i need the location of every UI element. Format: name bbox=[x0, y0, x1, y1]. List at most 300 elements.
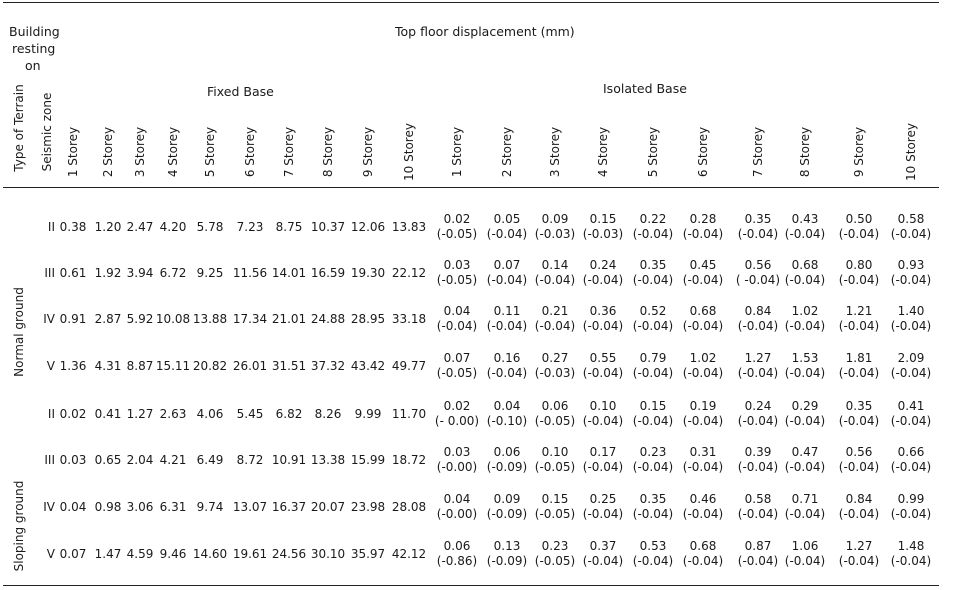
fixed-base-value: 0.38 bbox=[59, 220, 87, 234]
isolated-base-value: 0.17 bbox=[589, 445, 617, 459]
fixed-base-value: 0.07 bbox=[59, 547, 87, 561]
isolated-base-difference: (-0.04) bbox=[784, 554, 826, 568]
isolated-base-cell bbox=[487, 399, 527, 429]
type-of-terrain-header: Type of Terrain bbox=[12, 84, 26, 172]
isolated-base-difference: (-0.04) bbox=[737, 554, 779, 568]
isolated-base-cell bbox=[839, 445, 879, 475]
isolated-base-value: 0.93 bbox=[897, 258, 925, 272]
fixed-base-value: 2.63 bbox=[159, 407, 187, 421]
isolated-base-value: 1.48 bbox=[897, 539, 925, 553]
isolated-base-cell bbox=[683, 212, 723, 242]
isolated-base-difference: (-0.04) bbox=[838, 227, 880, 241]
isolated-base-value: 0.53 bbox=[639, 539, 667, 553]
isolated-base-difference: (-0.04) bbox=[737, 366, 779, 380]
isolated-base-value: 0.47 bbox=[791, 445, 819, 459]
fixed-base-value: 0.03 bbox=[59, 453, 87, 467]
isolated-base-cell bbox=[891, 399, 931, 429]
fixed-base-value: 49.77 bbox=[391, 359, 427, 373]
isolated-base-difference: (-0.04) bbox=[582, 273, 624, 287]
isolated-base-cell bbox=[738, 212, 778, 242]
fixed-base-value: 6.72 bbox=[159, 266, 187, 280]
fixed-base-value: 31.51 bbox=[271, 359, 307, 373]
isolated-base-cell bbox=[738, 539, 778, 569]
fixed-base-value: 28.95 bbox=[350, 312, 386, 326]
building-resting-on-line1: Building bbox=[9, 24, 60, 39]
fixed-base-value: 13.83 bbox=[391, 220, 427, 234]
isolated-base-value: 0.68 bbox=[689, 539, 717, 553]
seismic-zone-cell: III bbox=[44, 453, 55, 467]
isolated-base-value: 0.22 bbox=[639, 212, 667, 226]
isolated-base-value: 0.10 bbox=[541, 445, 569, 459]
isolated-base-value: 0.84 bbox=[744, 304, 772, 318]
isolated-base-cell bbox=[683, 399, 723, 429]
fixed-base-value: 4.20 bbox=[159, 220, 187, 234]
isolated-base-value: 2.09 bbox=[897, 351, 925, 365]
isolated-base-cell bbox=[839, 258, 879, 288]
isolated-base-value: 1.06 bbox=[791, 539, 819, 553]
isolated-base-difference: (-0.05) bbox=[534, 460, 576, 474]
isolated-base-cell bbox=[583, 539, 623, 569]
isolated-base-cell bbox=[487, 539, 527, 569]
fixed-base-heading: Fixed Base bbox=[207, 84, 274, 99]
isolated-base-cell bbox=[839, 492, 879, 522]
isolated-storey-header-5: 5 Storey bbox=[646, 126, 660, 178]
seismic-zone-cell: IV bbox=[43, 312, 55, 326]
isolated-base-difference: (-0.04) bbox=[632, 460, 674, 474]
isolated-storey-header-2: 2 Storey bbox=[500, 126, 514, 178]
fixed-storey-header-4: 4 Storey bbox=[166, 126, 180, 178]
isolated-base-value: 1.53 bbox=[791, 351, 819, 365]
isolated-base-difference: (-0.04) bbox=[486, 227, 528, 241]
seismic-zone-cell: II bbox=[47, 220, 55, 234]
isolated-base-difference: (-0.04) bbox=[486, 366, 528, 380]
isolated-base-value: 0.02 bbox=[443, 399, 471, 413]
isolated-base-cell bbox=[437, 258, 477, 288]
isolated-base-difference: (-0.04) bbox=[582, 414, 624, 428]
isolated-base-difference: (-0.04) bbox=[890, 227, 932, 241]
fixed-base-value: 26.01 bbox=[232, 359, 268, 373]
fixed-base-value: 0.41 bbox=[94, 407, 122, 421]
isolated-base-difference: (-0.04) bbox=[784, 507, 826, 521]
isolated-base-difference: (-0.04) bbox=[838, 273, 880, 287]
isolated-base-value: 1.02 bbox=[791, 304, 819, 318]
isolated-base-difference: (-0.09) bbox=[486, 460, 528, 474]
isolated-base-difference: (-0.04) bbox=[632, 273, 674, 287]
isolated-base-difference: (-0.04) bbox=[838, 554, 880, 568]
isolated-base-value: 0.68 bbox=[791, 258, 819, 272]
isolated-base-cell bbox=[839, 212, 879, 242]
isolated-base-difference: (-0.04) bbox=[838, 319, 880, 333]
fixed-base-value: 9.25 bbox=[196, 266, 224, 280]
isolated-base-value: 1.27 bbox=[845, 539, 873, 553]
isolated-base-difference: (-0.04) bbox=[632, 319, 674, 333]
fixed-storey-header-8: 8 Storey bbox=[321, 126, 335, 178]
isolated-base-value: 0.15 bbox=[541, 492, 569, 506]
fixed-storey-header-1: 1 Storey bbox=[66, 126, 80, 178]
isolated-base-cell bbox=[891, 212, 931, 242]
isolated-base-difference: (-0.00) bbox=[436, 507, 478, 521]
fixed-base-value: 10.91 bbox=[271, 453, 307, 467]
isolated-base-cell bbox=[738, 304, 778, 334]
fixed-base-value: 4.06 bbox=[196, 407, 224, 421]
isolated-base-cell bbox=[785, 445, 825, 475]
isolated-base-cell bbox=[583, 492, 623, 522]
isolated-base-value: 0.07 bbox=[443, 351, 471, 365]
fixed-base-value: 12.06 bbox=[350, 220, 386, 234]
fixed-base-value: 9.99 bbox=[354, 407, 382, 421]
isolated-base-cell bbox=[487, 304, 527, 334]
isolated-base-cell bbox=[891, 258, 931, 288]
isolated-base-value: 0.71 bbox=[791, 492, 819, 506]
isolated-base-value: 0.03 bbox=[443, 445, 471, 459]
isolated-base-value: 0.24 bbox=[589, 258, 617, 272]
isolated-base-difference: (-0.04) bbox=[582, 366, 624, 380]
fixed-storey-header-5: 5 Storey bbox=[203, 126, 217, 178]
isolated-base-cell bbox=[785, 304, 825, 334]
isolated-base-value: 0.84 bbox=[845, 492, 873, 506]
isolated-base-difference: (-0.04) bbox=[838, 366, 880, 380]
isolated-base-value: 0.19 bbox=[689, 399, 717, 413]
fixed-base-value: 35.97 bbox=[350, 547, 386, 561]
isolated-base-cell bbox=[683, 539, 723, 569]
isolated-base-value: 1.81 bbox=[845, 351, 873, 365]
isolated-base-value: 0.04 bbox=[443, 492, 471, 506]
table-bottom-rule bbox=[3, 585, 939, 586]
isolated-base-cell bbox=[633, 351, 673, 381]
isolated-base-difference: (-0.04) bbox=[436, 319, 478, 333]
fixed-base-value: 1.27 bbox=[126, 407, 154, 421]
isolated-base-value: 0.37 bbox=[589, 539, 617, 553]
isolated-base-cell bbox=[437, 304, 477, 334]
isolated-base-cell bbox=[487, 212, 527, 242]
isolated-base-value: 0.45 bbox=[689, 258, 717, 272]
isolated-base-value: 0.56 bbox=[744, 258, 772, 272]
isolated-base-difference: (-0.04) bbox=[784, 273, 826, 287]
isolated-base-cell bbox=[785, 258, 825, 288]
fixed-base-value: 19.30 bbox=[350, 266, 386, 280]
fixed-base-value: 9.46 bbox=[159, 547, 187, 561]
isolated-base-difference: (-0.09) bbox=[486, 507, 528, 521]
terrain-label-sloping-ground: Sloping ground bbox=[12, 480, 26, 572]
isolated-base-difference: (-0.86) bbox=[436, 554, 478, 568]
fixed-base-value: 21.01 bbox=[271, 312, 307, 326]
isolated-storey-header-8: 8 Storey bbox=[798, 126, 812, 178]
isolated-base-cell bbox=[738, 492, 778, 522]
fixed-base-value: 0.91 bbox=[59, 312, 87, 326]
isolated-base-cell bbox=[736, 258, 780, 288]
isolated-base-cell bbox=[683, 492, 723, 522]
isolated-base-cell bbox=[683, 351, 723, 381]
fixed-base-value: 11.56 bbox=[232, 266, 268, 280]
isolated-base-value: 0.25 bbox=[589, 492, 617, 506]
isolated-base-cell bbox=[435, 399, 479, 429]
isolated-base-cell bbox=[839, 304, 879, 334]
isolated-base-value: 0.99 bbox=[897, 492, 925, 506]
fixed-base-value: 10.08 bbox=[155, 312, 191, 326]
isolated-base-difference: (-0.04) bbox=[737, 227, 779, 241]
isolated-base-cell bbox=[891, 492, 931, 522]
fixed-storey-header-3: 3 Storey bbox=[133, 126, 147, 178]
isolated-base-difference: (-0.04) bbox=[838, 507, 880, 521]
isolated-base-value: 0.68 bbox=[689, 304, 717, 318]
fixed-base-value: 17.34 bbox=[232, 312, 268, 326]
isolated-base-difference: (-0.04) bbox=[534, 273, 576, 287]
isolated-base-value: 0.05 bbox=[493, 212, 521, 226]
isolated-base-difference: (-0.04) bbox=[784, 460, 826, 474]
isolated-base-value: 0.46 bbox=[689, 492, 717, 506]
isolated-base-value: 0.55 bbox=[589, 351, 617, 365]
isolated-storey-header-4: 4 Storey bbox=[596, 126, 610, 178]
isolated-base-value: 0.04 bbox=[443, 304, 471, 318]
isolated-base-value: 0.41 bbox=[897, 399, 925, 413]
fixed-base-value: 19.61 bbox=[232, 547, 268, 561]
isolated-base-value: 0.06 bbox=[443, 539, 471, 553]
isolated-base-difference: ( -0.04) bbox=[735, 273, 781, 287]
fixed-base-value: 5.92 bbox=[126, 312, 154, 326]
isolated-base-difference: (-0.04) bbox=[784, 366, 826, 380]
isolated-base-difference: (-0.03) bbox=[534, 366, 576, 380]
isolated-base-value: 0.06 bbox=[493, 445, 521, 459]
isolated-base-difference: (-0.04) bbox=[784, 319, 826, 333]
header-bottom-rule bbox=[3, 187, 939, 188]
isolated-base-cell bbox=[437, 445, 477, 475]
isolated-base-value: 0.66 bbox=[897, 445, 925, 459]
isolated-base-difference: (-0.04) bbox=[737, 460, 779, 474]
fixed-base-value: 24.88 bbox=[310, 312, 346, 326]
isolated-base-value: 0.23 bbox=[541, 539, 569, 553]
isolated-base-cell bbox=[891, 445, 931, 475]
fixed-base-value: 8.75 bbox=[275, 220, 303, 234]
isolated-base-cell bbox=[683, 258, 723, 288]
fixed-base-value: 6.49 bbox=[196, 453, 224, 467]
fixed-base-value: 3.94 bbox=[126, 266, 154, 280]
isolated-base-cell bbox=[633, 445, 673, 475]
isolated-base-difference: (-0.04) bbox=[682, 319, 724, 333]
fixed-base-value: 1.36 bbox=[59, 359, 87, 373]
fixed-base-value: 6.31 bbox=[159, 500, 187, 514]
isolated-storey-header-7: 7 Storey bbox=[751, 126, 765, 178]
isolated-base-cell bbox=[785, 539, 825, 569]
isolated-base-value: 0.15 bbox=[639, 399, 667, 413]
isolated-storey-header-1: 1 Storey bbox=[450, 126, 464, 178]
table-top-rule bbox=[3, 2, 939, 3]
isolated-base-difference: (-0.04) bbox=[582, 507, 624, 521]
isolated-base-difference: (-0.04) bbox=[582, 319, 624, 333]
fixed-base-value: 43.42 bbox=[350, 359, 386, 373]
isolated-base-value: 0.56 bbox=[845, 445, 873, 459]
fixed-base-value: 11.70 bbox=[391, 407, 427, 421]
fixed-base-value: 15.11 bbox=[155, 359, 191, 373]
isolated-base-cell bbox=[683, 304, 723, 334]
fixed-storey-header-10: 10 Storey bbox=[402, 123, 416, 181]
isolated-storey-header-6: 6 Storey bbox=[696, 126, 710, 178]
isolated-base-value: 0.43 bbox=[791, 212, 819, 226]
isolated-base-cell bbox=[839, 351, 879, 381]
isolated-base-difference: (-0.04) bbox=[534, 319, 576, 333]
isolated-base-value: 0.36 bbox=[589, 304, 617, 318]
fixed-base-value: 24.56 bbox=[271, 547, 307, 561]
isolated-base-cell bbox=[487, 351, 527, 381]
isolated-base-difference: (- 0.00) bbox=[434, 414, 480, 428]
isolated-base-cell bbox=[487, 445, 527, 475]
isolated-base-value: 0.52 bbox=[639, 304, 667, 318]
isolated-base-difference: (-0.04) bbox=[682, 507, 724, 521]
fixed-base-value: 0.61 bbox=[59, 266, 87, 280]
isolated-base-difference: (-0.04) bbox=[784, 227, 826, 241]
isolated-base-heading: Isolated Base bbox=[603, 81, 687, 96]
isolated-base-cell bbox=[535, 492, 575, 522]
fixed-base-value: 14.60 bbox=[192, 547, 228, 561]
isolated-base-value: 0.10 bbox=[589, 399, 617, 413]
isolated-base-cell bbox=[535, 212, 575, 242]
isolated-base-value: 0.04 bbox=[493, 399, 521, 413]
isolated-base-cell bbox=[583, 445, 623, 475]
isolated-base-cell bbox=[633, 399, 673, 429]
isolated-base-difference: (-0.04) bbox=[682, 227, 724, 241]
isolated-base-cell bbox=[785, 492, 825, 522]
isolated-base-difference: (-0.04) bbox=[486, 319, 528, 333]
isolated-base-cell bbox=[487, 492, 527, 522]
isolated-base-value: 0.09 bbox=[493, 492, 521, 506]
isolated-base-value: 0.06 bbox=[541, 399, 569, 413]
isolated-base-value: 0.35 bbox=[639, 258, 667, 272]
fixed-base-value: 3.06 bbox=[126, 500, 154, 514]
seismic-zone-cell: III bbox=[44, 266, 55, 280]
isolated-base-value: 0.21 bbox=[541, 304, 569, 318]
fixed-base-value: 30.10 bbox=[310, 547, 346, 561]
isolated-base-cell bbox=[487, 258, 527, 288]
fixed-base-value: 20.07 bbox=[310, 500, 346, 514]
isolated-base-cell bbox=[683, 445, 723, 475]
isolated-base-difference: (-0.05) bbox=[534, 414, 576, 428]
fixed-base-value: 37.32 bbox=[310, 359, 346, 373]
isolated-base-difference: (-0.04) bbox=[784, 414, 826, 428]
fixed-base-value: 4.31 bbox=[94, 359, 122, 373]
isolated-base-cell bbox=[535, 445, 575, 475]
fixed-base-value: 0.98 bbox=[94, 500, 122, 514]
isolated-base-difference: (-0.04) bbox=[737, 507, 779, 521]
isolated-base-difference: (-0.04) bbox=[737, 414, 779, 428]
isolated-base-difference: (-0.04) bbox=[890, 366, 932, 380]
fixed-base-value: 7.23 bbox=[236, 220, 264, 234]
isolated-base-value: 1.21 bbox=[845, 304, 873, 318]
isolated-base-difference: (-0.04) bbox=[890, 319, 932, 333]
isolated-base-difference: (-0.04) bbox=[890, 273, 932, 287]
fixed-base-value: 22.12 bbox=[391, 266, 427, 280]
isolated-storey-header-10: 10 Storey bbox=[904, 123, 918, 181]
isolated-base-difference: (-0.04) bbox=[632, 414, 674, 428]
isolated-base-cell bbox=[535, 258, 575, 288]
isolated-base-cell bbox=[891, 539, 931, 569]
fixed-base-value: 5.78 bbox=[196, 220, 224, 234]
isolated-base-cell bbox=[535, 399, 575, 429]
isolated-base-difference: (-0.05) bbox=[436, 227, 478, 241]
isolated-base-cell bbox=[738, 445, 778, 475]
fixed-base-value: 8.87 bbox=[126, 359, 154, 373]
fixed-storey-header-9: 9 Storey bbox=[361, 126, 375, 178]
isolated-base-value: 1.27 bbox=[744, 351, 772, 365]
isolated-base-difference: (-0.04) bbox=[682, 460, 724, 474]
isolated-base-cell bbox=[535, 304, 575, 334]
fixed-storey-header-2: 2 Storey bbox=[101, 126, 115, 178]
isolated-storey-header-3: 3 Storey bbox=[548, 126, 562, 178]
isolated-base-cell bbox=[437, 212, 477, 242]
fixed-base-value: 0.02 bbox=[59, 407, 87, 421]
fixed-base-value: 1.92 bbox=[94, 266, 122, 280]
fixed-base-value: 16.37 bbox=[271, 500, 307, 514]
fixed-base-value: 14.01 bbox=[271, 266, 307, 280]
isolated-base-difference: (-0.04) bbox=[582, 460, 624, 474]
fixed-base-value: 6.82 bbox=[275, 407, 303, 421]
isolated-base-difference: (-0.04) bbox=[582, 554, 624, 568]
fixed-base-value: 13.38 bbox=[310, 453, 346, 467]
isolated-base-difference: (-0.04) bbox=[632, 554, 674, 568]
isolated-base-difference: (-0.04) bbox=[890, 554, 932, 568]
isolated-base-difference: (-0.05) bbox=[534, 554, 576, 568]
isolated-base-cell bbox=[583, 304, 623, 334]
fixed-base-value: 4.59 bbox=[126, 547, 154, 561]
isolated-base-value: 0.79 bbox=[639, 351, 667, 365]
isolated-base-difference: (-0.04) bbox=[682, 366, 724, 380]
isolated-base-value: 0.23 bbox=[639, 445, 667, 459]
isolated-base-difference: (-0.04) bbox=[737, 319, 779, 333]
isolated-base-cell bbox=[633, 492, 673, 522]
fixed-base-value: 20.82 bbox=[192, 359, 228, 373]
isolated-base-cell bbox=[437, 351, 477, 381]
fixed-base-value: 28.08 bbox=[391, 500, 427, 514]
fixed-base-value: 2.87 bbox=[94, 312, 122, 326]
isolated-base-cell bbox=[583, 399, 623, 429]
isolated-base-difference: (-0.04) bbox=[838, 414, 880, 428]
isolated-base-difference: (-0.04) bbox=[890, 507, 932, 521]
isolated-base-value: 0.02 bbox=[443, 212, 471, 226]
fixed-base-value: 9.74 bbox=[196, 500, 224, 514]
isolated-base-difference: (-0.10) bbox=[486, 414, 528, 428]
isolated-base-difference: (-0.00) bbox=[436, 460, 478, 474]
isolated-base-value: 0.39 bbox=[744, 445, 772, 459]
fixed-base-value: 1.20 bbox=[94, 220, 122, 234]
fixed-base-value: 42.12 bbox=[391, 547, 427, 561]
isolated-base-cell bbox=[437, 492, 477, 522]
isolated-base-difference: (-0.05) bbox=[534, 507, 576, 521]
isolated-base-cell bbox=[535, 351, 575, 381]
isolated-base-cell bbox=[839, 399, 879, 429]
isolated-base-difference: (-0.04) bbox=[682, 273, 724, 287]
fixed-base-value: 4.21 bbox=[159, 453, 187, 467]
fixed-base-value: 16.59 bbox=[310, 266, 346, 280]
isolated-base-value: 0.16 bbox=[493, 351, 521, 365]
isolated-base-cell bbox=[633, 304, 673, 334]
fixed-base-value: 10.37 bbox=[310, 220, 346, 234]
terrain-label-normal-ground: Normal ground bbox=[12, 287, 26, 377]
isolated-base-difference: (-0.04) bbox=[890, 414, 932, 428]
isolated-base-cell bbox=[891, 304, 931, 334]
fixed-base-value: 8.72 bbox=[236, 453, 264, 467]
isolated-base-difference: (-0.05) bbox=[436, 366, 478, 380]
isolated-base-cell bbox=[437, 539, 477, 569]
isolated-base-difference: (-0.04) bbox=[838, 460, 880, 474]
isolated-base-cell bbox=[738, 351, 778, 381]
fixed-base-value: 1.47 bbox=[94, 547, 122, 561]
isolated-base-difference: (-0.04) bbox=[682, 554, 724, 568]
top-floor-displacement-title: Top floor displacement (mm) bbox=[395, 24, 575, 39]
seismic-zone-header: Seismic zone bbox=[40, 92, 54, 172]
isolated-base-value: 0.14 bbox=[541, 258, 569, 272]
isolated-base-cell bbox=[535, 539, 575, 569]
isolated-base-value: 0.50 bbox=[845, 212, 873, 226]
fixed-base-value: 8.26 bbox=[314, 407, 342, 421]
isolated-base-value: 0.87 bbox=[744, 539, 772, 553]
